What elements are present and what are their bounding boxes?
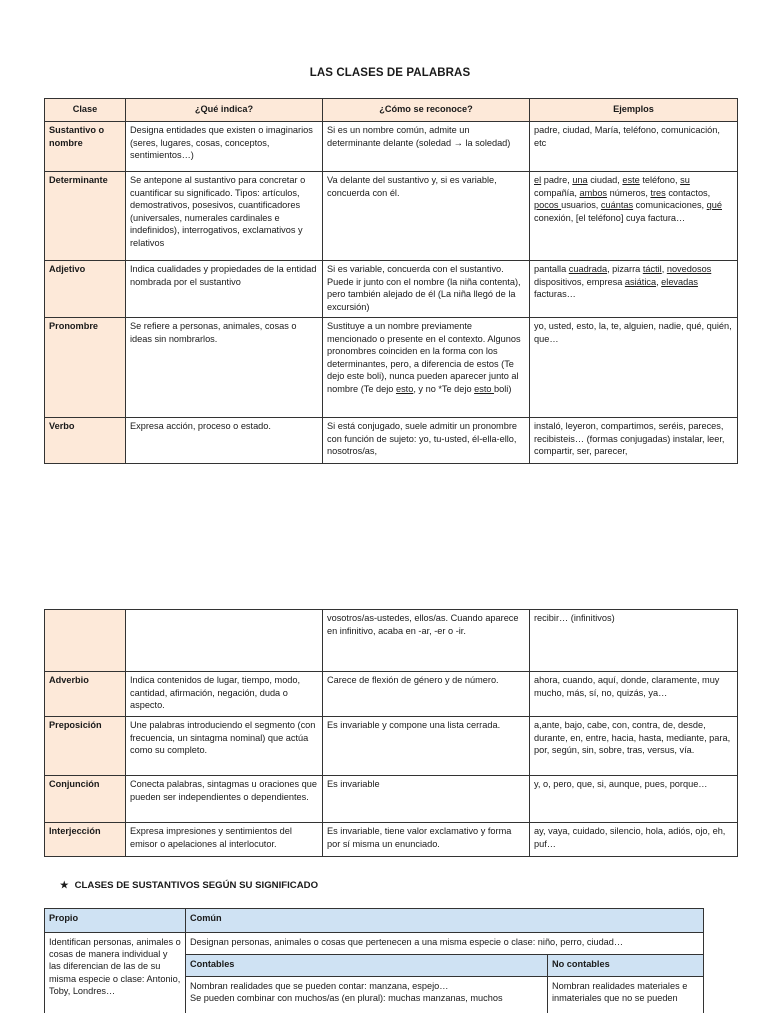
underlined-word: este [622, 175, 640, 185]
row-class-label: Sustantivo o nombre [45, 122, 126, 172]
row-indica: Se antepone al sustantivo para concretar o cuantificar su significado. Tipos: artículos, demostrativos, posesivos, cuantificadores (universales, numerales cardinales e indefinidos), interrogativos, exclamativos y relativos [126, 172, 323, 261]
underlined-word: novedosos [666, 264, 712, 274]
row-class-label: Determinante [45, 172, 126, 261]
row-indica: Indica contenidos de lugar, tiempo, modo, cantidad, afirmación, negación, duda o aspecto. [126, 672, 323, 717]
table-row [45, 610, 738, 672]
text-segment: , [656, 276, 662, 287]
text-segment: padre, [541, 175, 573, 185]
underlined-word: cuántas [600, 200, 634, 211]
row-ejemplos: ahora, cuando, aquí, donde, claramente, muy mucho, más, sí, no, quizás, ya… [530, 672, 738, 717]
underlined-word: ambos [579, 187, 608, 198]
row-reconoce: Es invariable, tiene valor exclamativo y forma por sí misma un enunciado. [323, 823, 530, 857]
table-row [45, 261, 738, 318]
text-segment: conexión, [el teléfono] cuya factura… [534, 212, 686, 223]
row-ejemplos: recibir… (infinitivos) [530, 610, 738, 672]
row-reconoce [323, 318, 530, 418]
page-title: LAS CLASES DE PALABRAS [309, 67, 471, 79]
row-reconoce: Si es un nombre común, admite un determinante delante (soledad → la soledad) [323, 122, 530, 172]
row-ejemplos [530, 261, 738, 318]
underlined-word: asiática [624, 276, 657, 287]
word-classes-table-continued [44, 609, 738, 857]
table-row [45, 318, 738, 418]
text-segment: , pizarra [607, 264, 643, 274]
row-ejemplos: a,ante, bajo, cabe, con, contra, de, desde, durante, en, entre, hacia, hasta, mediante, para, por, según, sin, sobre, tras, versus, vía. [530, 717, 738, 776]
row-indica: Expresa impresiones y sentimientos del emisor o apelaciones al interlocutor. [126, 823, 323, 857]
underlined-word: táctil [642, 264, 662, 274]
text-segment: teléfono, [639, 175, 681, 185]
table-row [45, 172, 738, 261]
noun-types-table [44, 908, 704, 1013]
section-heading [60, 880, 318, 891]
header-clase: Clase [45, 99, 126, 122]
text-segment: ciudad, [587, 175, 623, 185]
underlined-word: qué [706, 200, 722, 211]
word-classes-table [44, 98, 738, 464]
row-class-label: Adjetivo [45, 261, 126, 318]
row-class-label: Interjección [45, 823, 126, 857]
table-row [45, 418, 738, 464]
underlined-word: su [680, 175, 690, 185]
table-row [45, 823, 738, 857]
row-ejemplos [530, 172, 738, 261]
text-segment: facturas… [534, 289, 576, 300]
header-que-indica: ¿Qué indica? [126, 99, 323, 122]
row-class-label: Conjunción [45, 776, 126, 823]
row-indica: Expresa acción, proceso o estado. [126, 418, 323, 464]
underlined-word: pocos [534, 200, 562, 211]
text-segment: Sustituye a un nombre previamente mencionado o presente en el contexto. Algunos pronombres coinciden en la forma con los determinantes, pero, a diferencia de estos (Te dejo este boli), nunca pueden aparecer junto al nombre (Te dejo [327, 321, 521, 394]
underlined-word: una [572, 175, 588, 185]
text-segment: usuarios, [561, 200, 601, 211]
underlined-word: esto [395, 383, 414, 394]
row-reconoce: vosotros/as-ustedes, ellos/as. Cuando aparece en infinitivo, acaba en -ar, -er o -ir. [323, 610, 530, 672]
row-indica: Indica cualidades y propiedades de la entidad nombrada por el sustantivo [126, 261, 323, 318]
contables-line-2: Se pueden combinar con muchos/as (en plural): muchas manzanas, muchos [190, 993, 503, 1004]
header-contables: Contables [186, 955, 548, 977]
header-comun: Común [186, 909, 704, 933]
row-class-label: Verbo [45, 418, 126, 464]
row-ejemplos: y, o, pero, que, si, aunque, pues, porque… [530, 776, 738, 823]
header-ejemplos: Ejemplos [530, 99, 738, 122]
row-class-label: Adverbio [45, 672, 126, 717]
header-propio: Propio [45, 909, 186, 933]
underlined-word: elevadas [661, 276, 698, 287]
text-segment: contactos, [665, 187, 711, 198]
contables-description [186, 977, 548, 1014]
text-segment: , [661, 264, 667, 274]
text-segment: , y no *Te dejo [413, 383, 475, 394]
row-indica [126, 610, 323, 672]
underlined-word: el [534, 175, 542, 185]
text-segment: pantalla [534, 264, 569, 274]
row-reconoce: Va delante del sustantivo y, si es variable, concuerda con él. [323, 172, 530, 261]
row-indica: Designa entidades que existen o imaginarios (seres, lugares, cosas, conceptos, sentimientos…) [126, 122, 323, 172]
row-ejemplos: padre, ciudad, María, teléfono, comunicación, etc [530, 122, 738, 172]
row-reconoce: Es invariable y compone una lista cerrada. [323, 717, 530, 776]
text-segment: boli) [494, 383, 512, 394]
text-segment: dispositivos, empresa [534, 276, 625, 287]
table-row [45, 776, 738, 823]
text-segment: compañía, [534, 187, 580, 198]
underlined-word: cuadrada [568, 264, 608, 274]
table-row [45, 717, 738, 776]
table-row [45, 672, 738, 717]
row-class-label: Preposición [45, 717, 126, 776]
header-como-se-reconoce: ¿Cómo se reconoce? [323, 99, 530, 122]
table-row [45, 933, 704, 955]
row-ejemplos: instaló, leyeron, compartimos, seréis, pareces, recibisteis… (formas conjugadas) instalar, leer, compartir, ser, parecer, [530, 418, 738, 464]
underlined-word: esto [474, 383, 495, 394]
section-title: CLASES DE SUSTANTIVOS SEGÚN SU SIGNIFICADO [74, 880, 319, 891]
table-header-row [45, 909, 704, 933]
table-row [45, 122, 738, 172]
row-indica: Se refiere a personas, animales, cosas o ideas sin nombrarlos. [126, 318, 323, 418]
comun-description: Designan personas, animales o cosas que pertenecen a una misma especie o clase: niño, perro, ciudad… [186, 933, 704, 955]
propio-description: Identifican personas, animales o cosas de manera individual y las diferencian de las de su misma especie o clase: Antonio, Toby, Londres… [45, 933, 186, 1014]
row-reconoce: Si es variable, concuerda con el sustantivo. Puede ir junto con el nombre (la niña contenta), pero también alejado de él (La niña llegó de la excursión) [323, 261, 530, 318]
row-indica: Une palabras introduciendo el segmento (con frecuencia, un sintagma nominal) que actúa como su completo. [126, 717, 323, 776]
underlined-word: tres [650, 187, 666, 198]
row-reconoce: Si está conjugado, suele admitir un pronombre con función de sujeto: yo, tu-usted, él-ella-ello, nosotros/as, [323, 418, 530, 464]
text-segment: números, [607, 187, 651, 198]
row-class-label [45, 610, 126, 672]
text-segment: comunicaciones, [633, 200, 707, 211]
star-icon: ★ [60, 880, 69, 891]
row-indica: Conecta palabras, sintagmas u oraciones que pueden ser independientes o dependientes. [126, 776, 323, 823]
no-contables-description: Nombran realidades materiales e inmateriales que no se pueden [548, 977, 704, 1014]
header-no-contables: No contables [548, 955, 704, 977]
contables-line-1: Nombran realidades que se pueden contar: manzana, espejo… [190, 981, 449, 991]
row-ejemplos: ay, vaya, cuidado, silencio, hola, adiós, ojo, eh, puf… [530, 823, 738, 857]
row-ejemplos: yo, usted, esto, la, te, alguien, nadie, qué, quién, que… [530, 318, 738, 418]
row-class-label: Pronombre [45, 318, 126, 418]
row-reconoce: Es invariable [323, 776, 530, 823]
table-header-row [45, 99, 738, 122]
row-reconoce: Carece de flexión de género y de número. [323, 672, 530, 717]
